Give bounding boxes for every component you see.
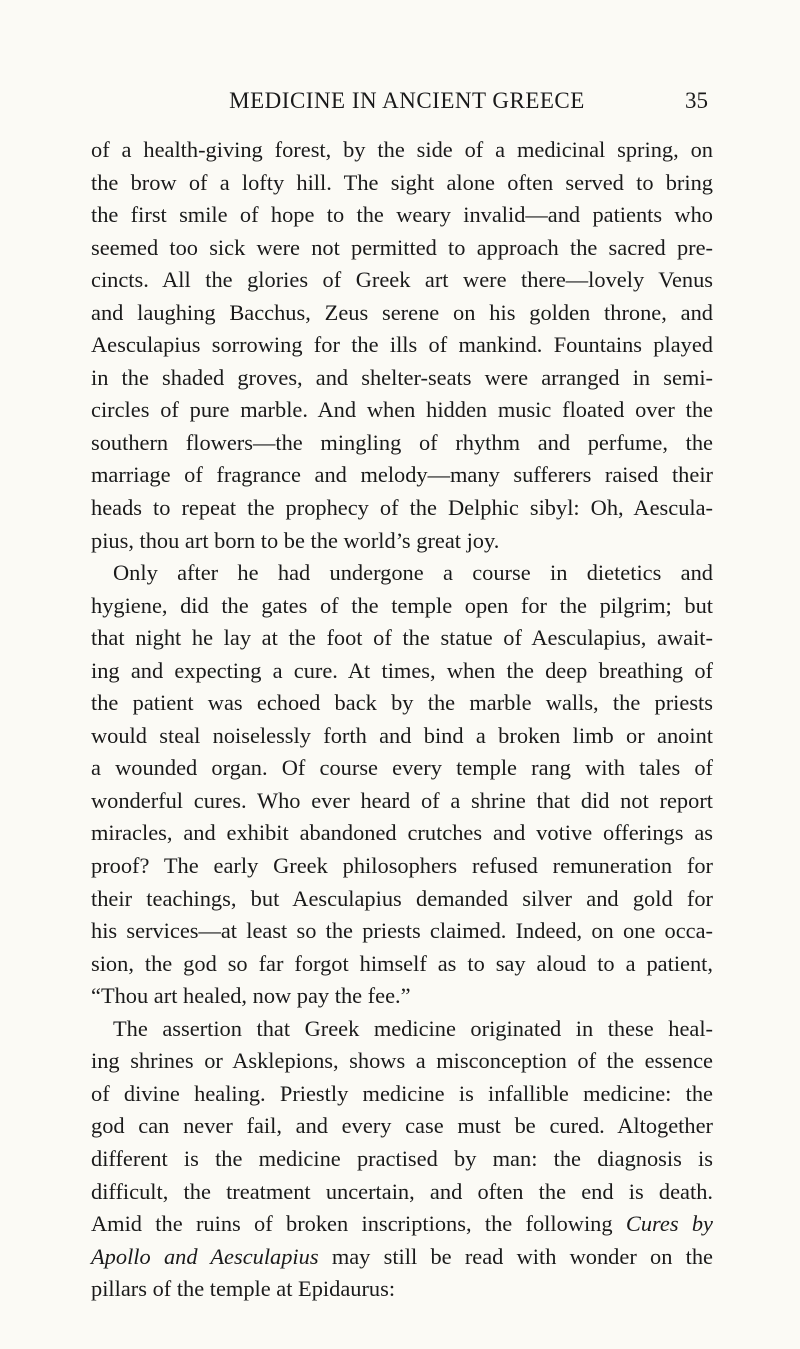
text-line: Aesculapius sorrowing for the ills of mankind. Fountains played <box>91 332 713 358</box>
text-line: circles of pure marble. And when hidden music floated over the <box>91 397 713 423</box>
running-head <box>92 86 708 116</box>
text-line: would steal noiselessly forth and bind a broken limb or anoint <box>91 722 713 748</box>
text-line: different is the medicine practised by man: the diagnosis is <box>91 1145 713 1171</box>
text-line: and laughing Bacchus, Zeus serene on his golden throne, and <box>91 299 713 325</box>
text-line: hygiene, did the gates of the temple open for the pilgrim; but <box>91 592 713 618</box>
text-segment: Amid the ruins of broken inscriptions, the following <box>91 1211 613 1237</box>
text-line: southern flowers—the mingling of rhythm and perfume, the <box>91 429 713 455</box>
text-line: difficult, the treatment uncertain, and often the end is death. <box>91 1178 713 1204</box>
running-head-title: MEDICINE IN ANCIENT GREECE <box>229 88 585 113</box>
text-line: wonderful cures. Who ever heard of a shrine that did not report <box>91 787 713 813</box>
text-line: ing and expecting a cure. At times, when the deep breathing of <box>91 657 713 683</box>
text-line: sion, the god so far forgot himself as to say aloud to a patient, <box>91 950 713 976</box>
text-line: of divine healing. Priestly medicine is infallible medicine: the <box>91 1080 713 1106</box>
text-line: the brow of a lofty hill. The sight alone often served to bring <box>91 169 713 195</box>
text-line: pillars of the temple at Epidaurus: <box>91 1276 396 1302</box>
text-line: a wounded organ. Of course every temple rang with tales of <box>91 755 713 781</box>
text-line: heads to repeat the prophecy of the Delphic sibyl: Oh, Aescula- <box>91 495 713 521</box>
text-line: the first smile of hope to the weary invalid—and patients who <box>91 202 713 228</box>
text-line: his services—at least so the priests claimed. Indeed, on one occa- <box>91 918 713 944</box>
text-line: proof? The early Greek philosophers refused remuneration for <box>91 853 713 879</box>
text-line: Only after he had undergone a course in dietetics and <box>113 560 713 586</box>
text-line: god can never fail, and every case must be cured. Altogether <box>91 1113 713 1139</box>
text-line: “Thou art healed, now pay the fee.” <box>91 983 411 1009</box>
body-text <box>91 134 713 1306</box>
text-line: that night he lay at the foot of the statue of Aesculapius, await- <box>91 625 713 651</box>
text-line: their teachings, but Aesculapius demanded silver and gold for <box>91 885 713 911</box>
text-line: seemed too sick were not permitted to approach the sacred pre- <box>91 234 713 260</box>
text-line: The assertion that Greek medicine originated in these heal- <box>113 1015 713 1041</box>
text-line: pius, thou art born to be the world’s great joy. <box>91 527 500 553</box>
text-line: miracles, and exhibit abandoned crutches and votive offerings as <box>91 820 713 846</box>
text-line: of a health-giving forest, by the side of a medicinal spring, on <box>91 137 713 162</box>
text-line-with-italic <box>91 1241 713 1274</box>
text-line-with-italic <box>91 1208 713 1241</box>
text-line: ing shrines or Asklepions, shows a misconception of the essence <box>91 1048 713 1074</box>
text-line: marriage of fragrance and melody—many sufferers raised their <box>91 462 713 488</box>
italic-title: Apollo and Aesculapius <box>91 1243 319 1269</box>
text-segment: may still be read with wonder on the <box>331 1243 713 1269</box>
page-number: 35 <box>685 88 708 113</box>
text-line: the patient was echoed back by the marble walls, the priests <box>91 690 713 716</box>
italic-title: Cures by <box>625 1211 713 1237</box>
text-line: in the shaded groves, and shelter-seats were arranged in semi- <box>91 364 713 390</box>
text-line: cincts. All the glories of Greek art were there—lovely Venus <box>91 267 713 293</box>
